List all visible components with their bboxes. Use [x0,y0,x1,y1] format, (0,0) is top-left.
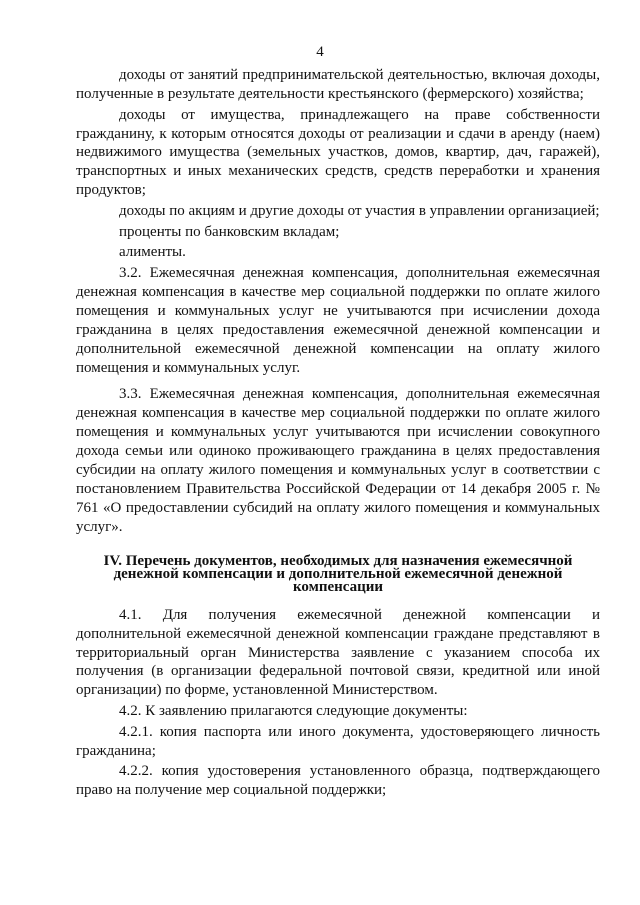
section-heading [76,552,600,595]
document-body [76,66,600,800]
paragraph-4-2-2: 4.2.2. копия удостоверения установленного образца, подтверждающего право на получение мер социальной поддержки; [76,763,600,799]
paragraph-share-income: доходы по акциям и другие доходы от участия в управлении организацией; [119,202,600,219]
paragraph-bank-interest: проценты по банковским вкладам; [119,223,340,240]
paragraph-alimony: алименты. [119,244,186,261]
paragraph-3-3: 3.3. Ежемесячная денежная компенсация, дополнительная ежемесячная денежная компенсация в качестве мер социальной поддержки по оплате жилого помещения и коммунальных услуг учитываются при исчислении совокупного дохода семьи или одиноко проживающего гражданина в целях предоставления субсидии на оплату жилого помещения и коммунальных услуг в соответствии с постановлением Правительства Российской Федерации от 14 декабря 2005 г. № 761 «О предоставлении субсидий на оплату жилого помещения и коммунальных услуг». [76,386,600,535]
paragraph-property-income: доходы от имущества, принадлежащего на праве собственности гражданину, к которым относятся доходы от реализации и сдачи в аренду (наем) недвижимого имущества (земельных участков, домов, квартир, дач, гаражей), транспортных и иных механических средств, средств переработки и хранения продуктов; [76,106,600,199]
paragraph-business-income: доходы от занятий предпринимательской деятельностью, включая доходы, полученные в результате деятельности крестьянского (фермерского) хозяйства; [76,67,600,102]
paragraph-3-2: 3.2. Ежемесячная денежная компенсация, дополнительная ежемесячная денежная компенсация в качестве мер социальной поддержки по оплате жилого помещения и коммунальных услуг не учитываются при исчислении дохода гражданина в целях предоставления ежемесячной денежной компенсации и дополнительной ежемесячной денежной компенсации на оплату жилого помещения и коммунальных услуг. [76,265,600,376]
section-heading-line-2: денежной компенсации и дополнительной ежемесячной денежной [113,565,563,582]
paragraph-4-2-1: 4.2.1. копия паспорта или иного документа, удостоверяющего личность гражданина; [76,723,600,759]
section-heading-line-1: IV. Перечень документов, необходимых для назначения ежемесячной [103,552,573,569]
page-number: 4 [316,44,324,60]
section-heading-line-3: компенсации [292,578,384,595]
paragraph-4-2: 4.2. К заявлению прилагаются следующие документы: [119,703,468,720]
paragraph-4-1: 4.1. Для получения ежемесячной денежной компенсации и дополнительной ежемесячной денежной компенсации граждане представляют в территориальный орган Министерства заявление с указанием способа их получения (в организации федеральной почтовой связи, кредитной или иной организации) по форме, установленной Министерством. [76,606,600,699]
